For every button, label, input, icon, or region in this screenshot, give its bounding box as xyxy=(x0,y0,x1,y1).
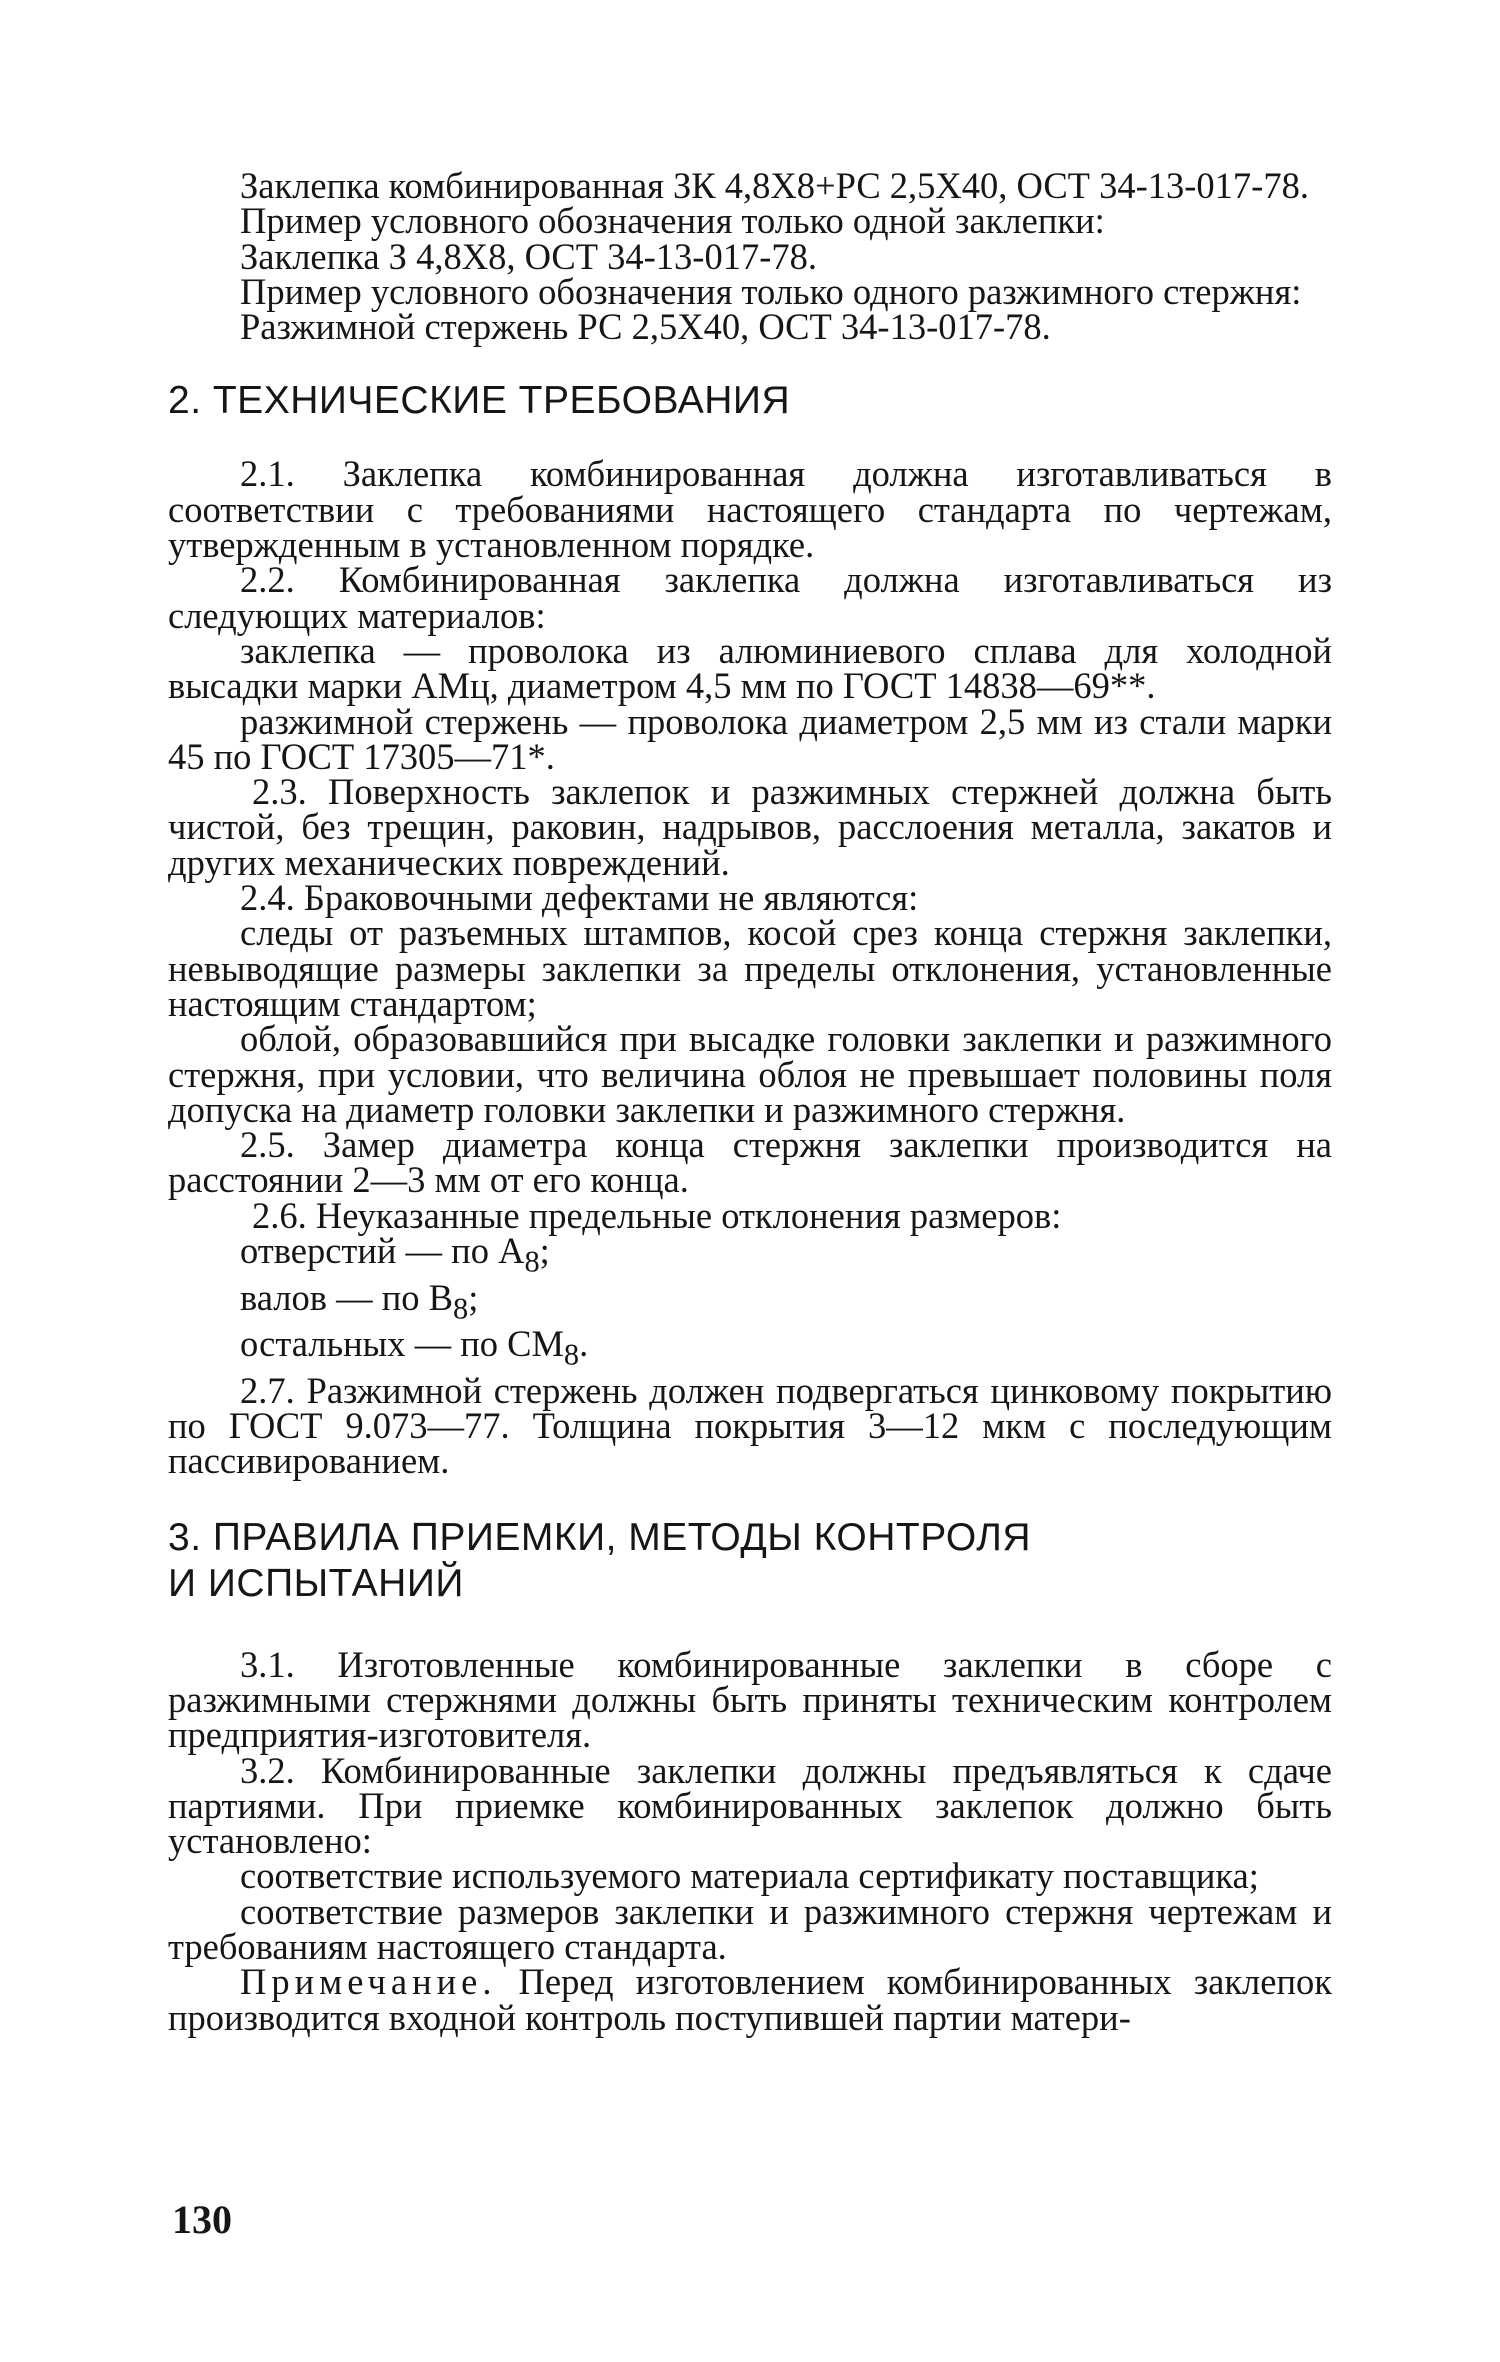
clause-2-1: 2.1. Заклепка комбинированная должна изготавливаться в соответствии с требованиями настоящего стандарта по чертежам, утвержденным в установленном порядке. xyxy=(168,453,1332,566)
clause-3-2-item-material: соответствие используемого материала сертификату поставщика; xyxy=(240,1855,1259,1897)
section-3-heading-line2: И ИСПЫТАНИЙ xyxy=(168,1561,464,1605)
clause-3-2: 3.2. Комбинированные заклепки должны предъявляться к сдаче партиями. При приемке комбинированных заклепок должно быть установлено: xyxy=(168,1749,1332,1862)
note-label: Примечание. xyxy=(240,1961,497,2003)
note-text: Перед изготовлением комбинированных заклепок производится входной контроль поступившей партии матери- xyxy=(168,1961,1332,2038)
tolerance-holes-subscript: 8 xyxy=(524,1244,540,1279)
clause-2-2: 2.2. Комбинированная заклепка должна изготавливаться из следующих материалов: xyxy=(168,559,1332,636)
section-3-heading-line1: 3. ПРАВИЛА ПРИЕМКИ, МЕТОДЫ КОНТРОЛЯ xyxy=(168,1515,1032,1559)
clause-2-2-rivet-material: заклепка — проволока из алюминиевого сплава для холодной высадки марки АМц, диаметром 4,5 мм по ГОСТ 14838—69**. xyxy=(168,629,1332,707)
intro-example-rivet-label: Пример условного обозначения только одной заклепки: xyxy=(240,200,1105,242)
tolerance-shafts: валов — по $В_8$; xyxy=(240,1276,479,1325)
tolerance-others-label: остальных — по СМ xyxy=(240,1323,564,1365)
note-paragraph xyxy=(168,1961,1332,2038)
document-page xyxy=(168,165,1332,2038)
clause-2-4: 2.4. Браковочными дефектами не являются: xyxy=(240,877,919,919)
tolerance-shafts-label: валов — по В xyxy=(240,1276,453,1318)
clause-2-2-rod-material: разжимной стержень — проволока диаметром 2,5 мм из стали марки 45 по ГОСТ 17305—71*. xyxy=(168,700,1332,777)
clause-2-4-item-stamps: следы от разъемных штампов, косой срез конца стержня заклепки, невыводящие размеры заклепки за пределы отклонения, установленные настоящим стандартом; xyxy=(168,912,1332,1024)
clause-3-2-item-dimensions: соответствие размеров заклепки и разжимного стержня чертежам и требованиям настоящего стандарта. xyxy=(168,1890,1332,1968)
clause-2-3: 2.3. Поверхность заклепок и разжимных стержней должна быть чистой, без трещин, раковин, надрывов, расслоения металла, закатов и других механических повреждений. xyxy=(168,771,1332,883)
tolerance-holes-label: отверстий — по А xyxy=(240,1230,525,1272)
clause-3-1: 3.1. Изготовленные комбинированные заклепки в сборе с разжимными стержнями должны быть приняты техническим контролем предприятия-изготовителя. xyxy=(168,1643,1332,1756)
intro-example-rivet: Заклепка З 4,8Х8, ОСТ 34-13-017-78. xyxy=(240,235,817,277)
clause-2-5: 2.5. Замер диаметра конца стержня заклепки производится на расстоянии 2—3 мм от его конца. xyxy=(168,1124,1332,1201)
section-2-heading: 2. ТЕХНИЧЕСКИЕ ТРЕБОВАНИЯ xyxy=(168,379,791,423)
clause-2-7: 2.7. Разжимной стержень должен подвергаться цинковому покрытию по ГОСТ 9.073—77. Толщина покрытия 3—12 мкм с последующим пассивированием. xyxy=(168,1369,1332,1482)
intro-example-rod: Разжимной стержень РС 2,5Х40, ОСТ 34-13-017-78. xyxy=(240,306,1051,348)
intro-example-rod-label: Пример условного обозначения только одного разжимного стержня: xyxy=(240,270,1302,312)
clause-2-4-item-flash: облой, образовавшийся при высадке головки заклепки и разжимного стержня, при условии, что величина облоя не превышает половины поля допуска на диаметр головки заклепки и разжимного стержня. xyxy=(168,1018,1332,1130)
tolerance-shafts-subscript: 8 xyxy=(452,1290,469,1325)
tolerance-others: остальных — по $СМ_8$. xyxy=(240,1323,589,1372)
tolerance-holes: отверстий — по $А_8$; xyxy=(240,1230,550,1279)
page-number: 130 xyxy=(172,2197,232,2242)
intro-designation-full: Заклепка комбинированная ЗК 4,8Х8+РС 2,5Х40, ОСТ 34-13-017-78. xyxy=(240,165,1309,206)
clause-2-6: 2.6. Неуказанные предельные отклонения размеров: xyxy=(252,1194,1062,1236)
tolerance-others-subscript: 8 xyxy=(563,1337,580,1372)
section-3-heading xyxy=(168,1515,1332,1607)
